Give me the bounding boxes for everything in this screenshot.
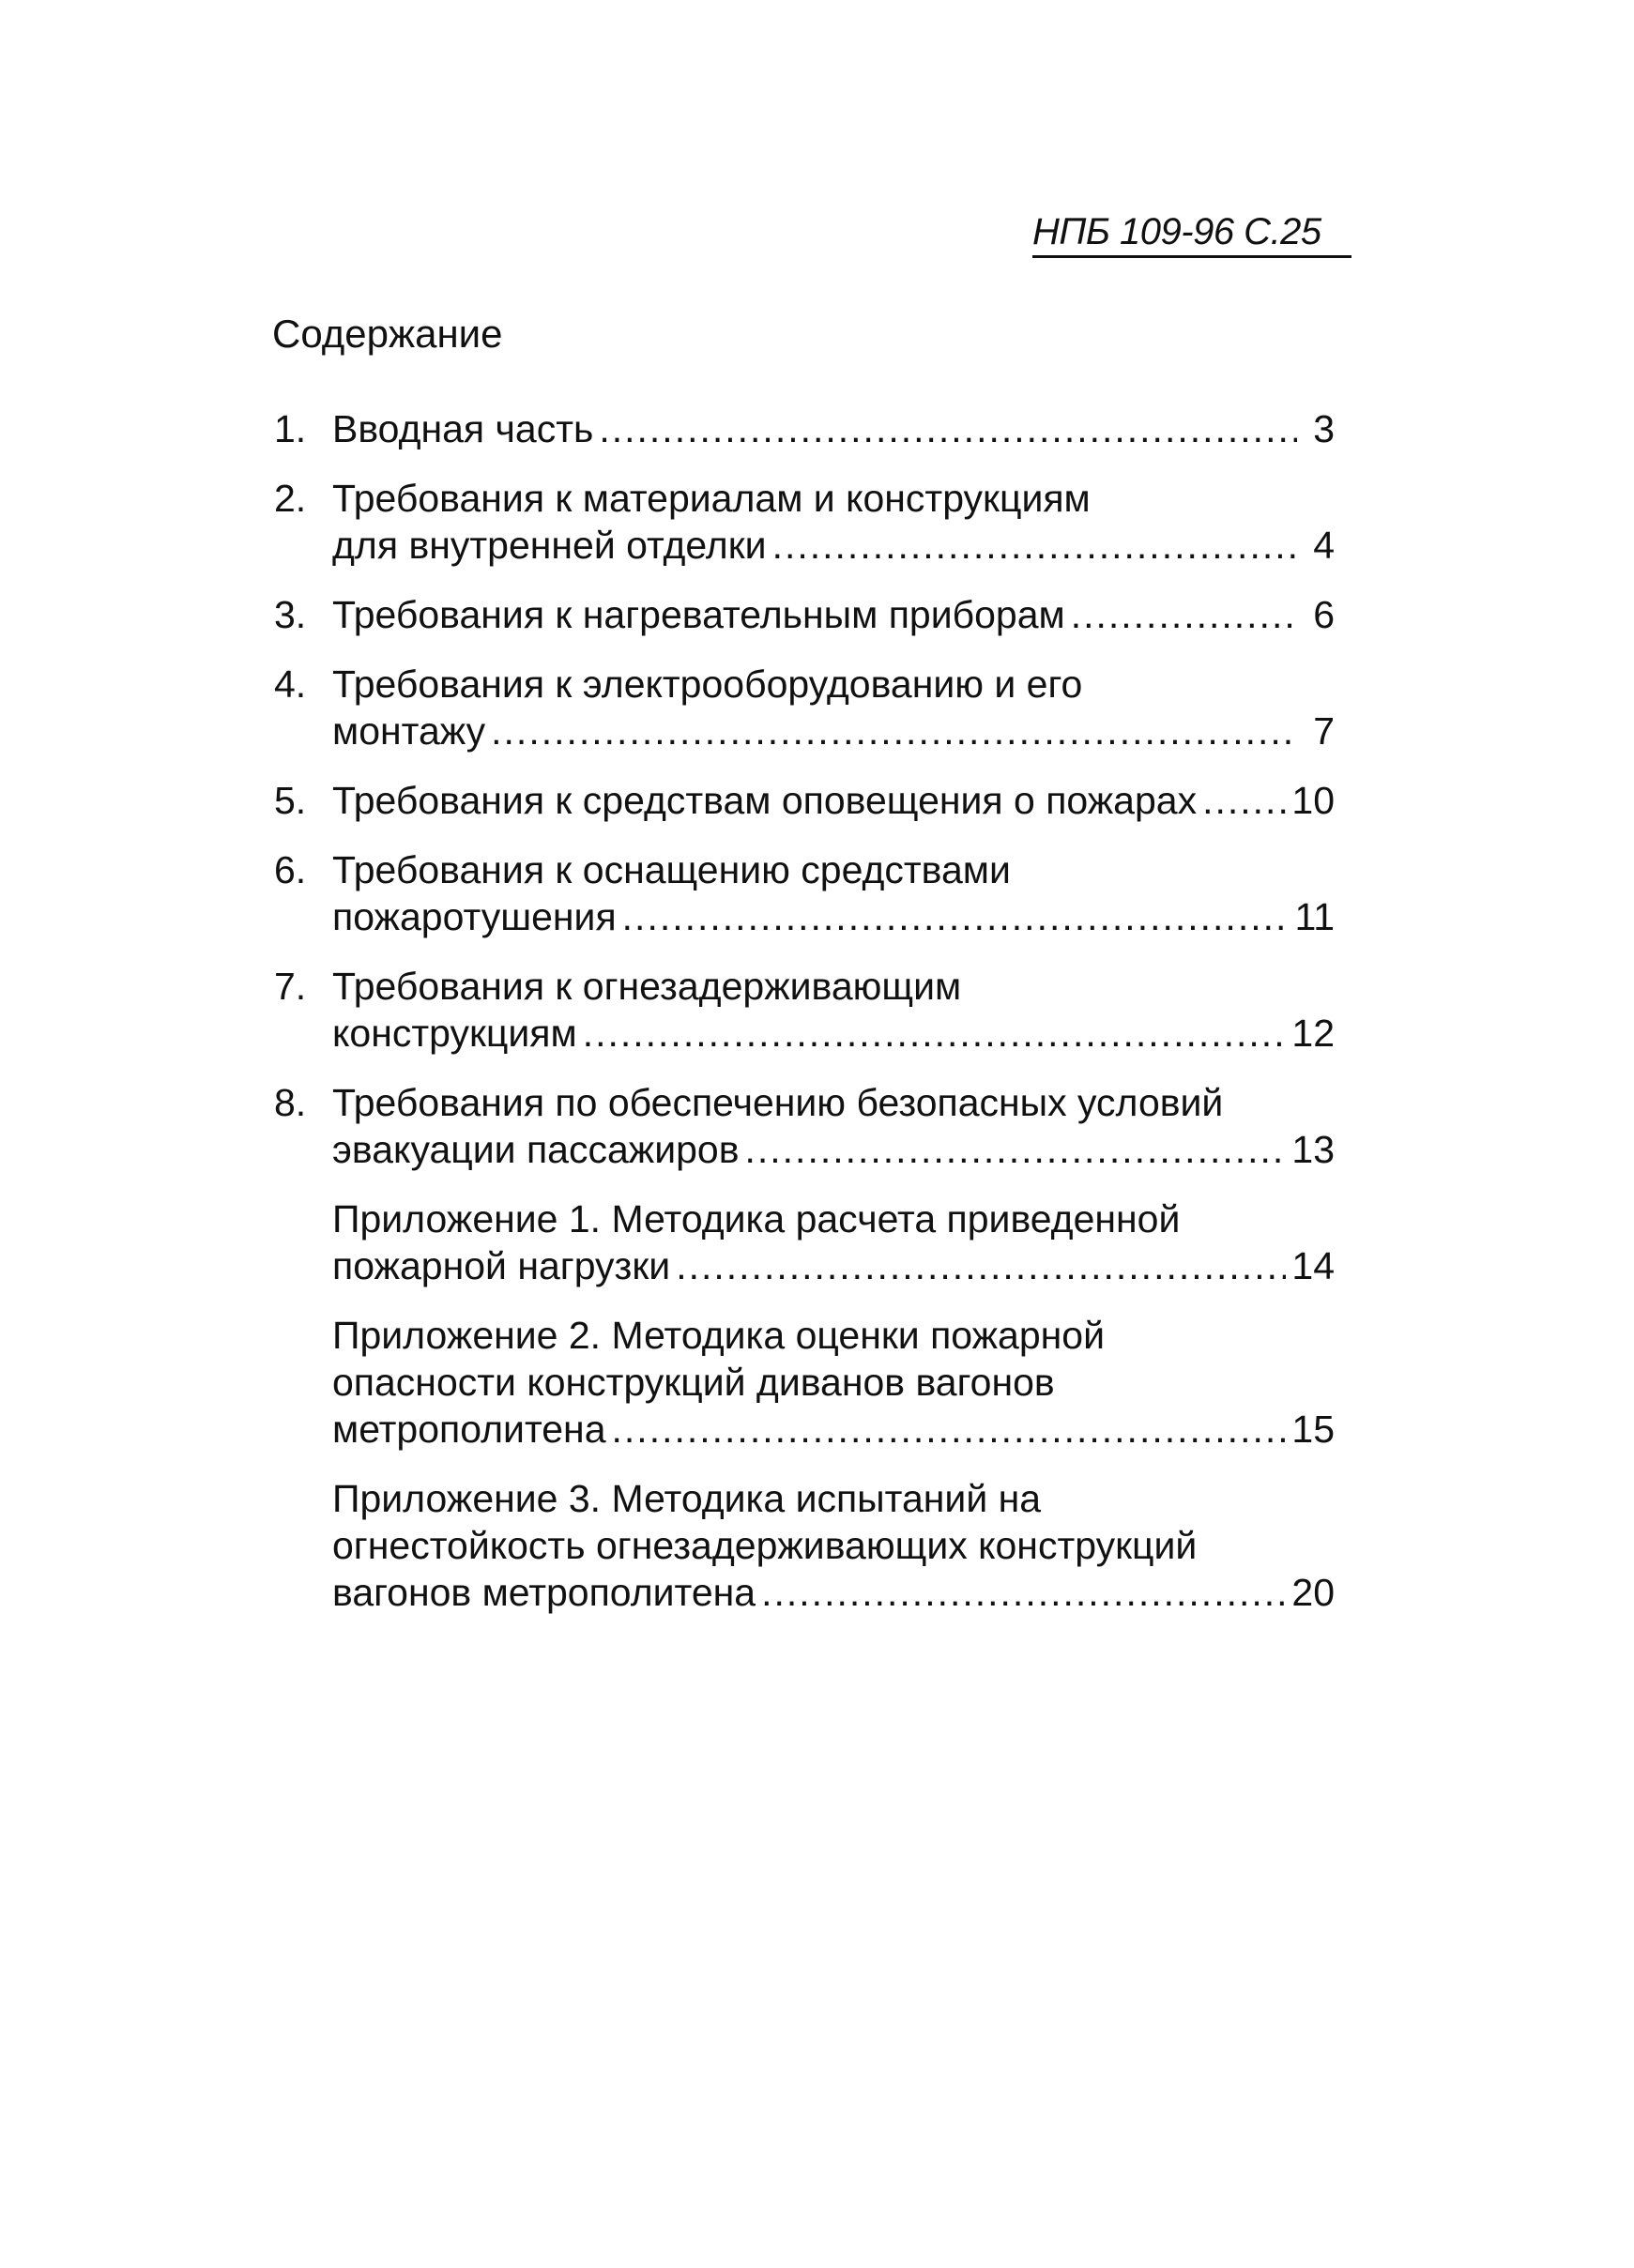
dot-leader: [1071, 591, 1297, 638]
toc-entry-title: Требования к нагревательным приборам: [332, 593, 1065, 636]
toc-entry-title: Требования к электрооборудованию и его: [332, 662, 1083, 706]
toc-entry-title: Требования к средствам оповещения о пожарах: [332, 779, 1198, 822]
toc-entry-title: Вводная часть: [332, 407, 594, 450]
toc-appendix-2[interactable]: [274, 1312, 1335, 1453]
toc-entry-number: 4.: [274, 662, 307, 706]
toc-entry-1[interactable]: [274, 405, 1335, 452]
toc-entry-number: 3.: [274, 593, 307, 636]
toc-entry-8[interactable]: [274, 1079, 1335, 1173]
toc-entry-title-continued: конструкциям: [332, 1012, 577, 1055]
toc-page-number: 13: [1291, 1128, 1335, 1171]
dot-leader: [772, 522, 1297, 569]
toc-appendix-title-continued: метрополитена: [332, 1408, 606, 1451]
toc-entry-title-continued: для внутренней отделки: [332, 524, 767, 567]
toc-entry-6[interactable]: [274, 846, 1335, 940]
page-title: Содержание: [272, 312, 503, 356]
toc-entry-title: Требования к материалам и конструкциям: [332, 477, 1091, 520]
toc-entry-title: Требования к огнезадерживающим: [332, 965, 962, 1008]
toc-entry-title: Требования по обеспечению безопасных условий: [332, 1081, 1224, 1124]
toc-appendix-title-continued: огнестойкость огнезадерживающих конструкций: [332, 1524, 1198, 1567]
dot-leader: [583, 1010, 1287, 1057]
dot-leader: [676, 1242, 1286, 1289]
toc-page-number: 14: [1291, 1244, 1335, 1287]
toc-page-number: 20: [1291, 1571, 1335, 1614]
toc-entry-5[interactable]: [274, 777, 1335, 824]
toc-appendix-title-continued: вагонов метрополитена: [332, 1571, 756, 1614]
toc-entry-number: 2.: [274, 477, 307, 520]
dot-leader: [612, 1406, 1287, 1453]
toc-entry-title: Требования к оснащению средствами: [332, 848, 1011, 891]
toc-appendix-title-continued: пожарной нагрузки: [332, 1244, 671, 1287]
toc-appendix-title: Приложение 3. Методика испытаний на: [332, 1477, 1042, 1520]
dot-leader: [599, 405, 1297, 452]
toc-page-number: 3: [1313, 407, 1335, 450]
page-header-code: НПБ 109-96 С.25: [1032, 210, 1351, 258]
toc-entry-number: 1.: [274, 407, 307, 450]
toc-appendix-1[interactable]: [274, 1195, 1335, 1289]
dot-leader: [761, 1569, 1286, 1616]
toc-entry-title-continued: эвакуации пассажиров: [332, 1128, 740, 1171]
toc-entry-number: 6.: [274, 848, 307, 891]
toc-entry-4[interactable]: [274, 661, 1335, 754]
table-of-contents: [274, 405, 1335, 1638]
toc-page-number: 6: [1313, 593, 1335, 636]
toc-entry-number: 7.: [274, 965, 307, 1008]
toc-appendix-3[interactable]: [274, 1475, 1335, 1616]
dot-leader: [744, 1126, 1286, 1173]
toc-page-number: 15: [1291, 1408, 1335, 1451]
toc-page-number: 12: [1291, 1012, 1335, 1055]
dot-leader: [1202, 777, 1286, 824]
dot-leader: [491, 708, 1297, 754]
toc-entry-number: 5.: [274, 779, 307, 822]
toc-entry-3[interactable]: [274, 591, 1335, 638]
toc-entry-title-continued: пожаротушения: [332, 895, 617, 938]
toc-page-number: 10: [1291, 779, 1335, 822]
toc-page-number: 7: [1313, 709, 1335, 753]
dot-leader: [622, 893, 1290, 940]
toc-entry-title-continued: монтажу: [332, 709, 486, 753]
toc-entry-2[interactable]: [274, 475, 1335, 569]
toc-appendix-title-continued: опасности конструкций диванов вагонов: [332, 1361, 1055, 1404]
toc-entry-7[interactable]: [274, 963, 1335, 1057]
toc-entry-number: 8.: [274, 1081, 307, 1124]
toc-page-number: 4: [1313, 524, 1335, 567]
toc-page-number: 11: [1294, 895, 1335, 938]
toc-appendix-title: Приложение 2. Методика оценки пожарной: [332, 1314, 1106, 1357]
toc-appendix-title: Приложение 1. Методика расчета приведенной: [332, 1197, 1181, 1241]
